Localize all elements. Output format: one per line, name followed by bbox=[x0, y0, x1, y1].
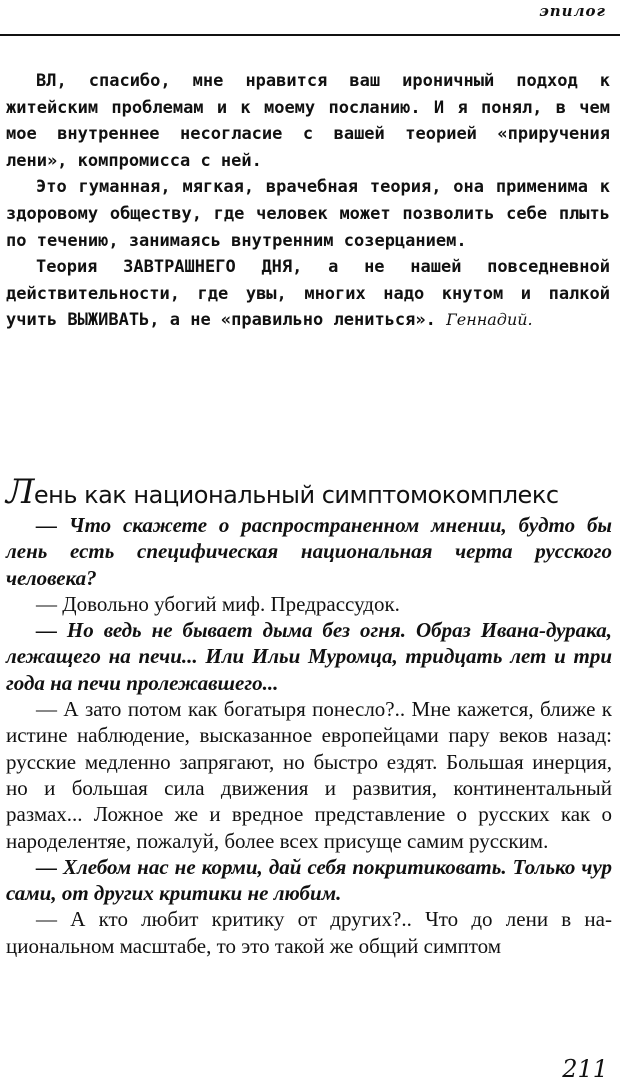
interview-answer: — А кто любит критику от других?.. Что до лени в национальном масштабе, то это такой же общий симптом bbox=[6, 907, 612, 958]
header-rule bbox=[0, 34, 620, 36]
interview-question: — Что скажете о распространенном мнении, будто бы лень есть специфическая национальная черта русского человека? bbox=[6, 513, 612, 590]
running-head: эпилог bbox=[539, 2, 606, 20]
interview-body bbox=[6, 512, 612, 959]
section-title-text: ень как национальный симптомокомплекс bbox=[33, 481, 559, 509]
letter-paragraph: ВЛ, спасибо, мне нравится ваш ироничный подход к житейским проблемам и к моему посланию. И я понял, в чем мое внутреннее несогласие с вашей теорией «приручения лени», компромисса с ней. bbox=[6, 71, 610, 171]
letter-signature: Геннадий. bbox=[446, 310, 533, 330]
interview-question: — Хлебом нас не корми, дай себя покритиковать. Только чур сами, от других критики не любим. bbox=[6, 854, 612, 906]
letter-paragraph: Это гуманная, мягкая, врачебная теория, она применима к здоровому обществу, где человек может позволить себе плыть по течению, занимаясь внутренним созерцанием. bbox=[6, 177, 610, 251]
page-number: 211 bbox=[562, 1055, 608, 1083]
section-title bbox=[6, 472, 610, 512]
letter-paragraph-text: Теория ЗАВТРАШНЕГО ДНЯ, а не нашей повседневной действительности, где увы, многих надо кнутом и палкой учить ВЫЖИВАТЬ, а не «правильно лениться». bbox=[6, 257, 610, 331]
interview-answer: — А зато потом как богатыря понесло?.. Мне кажется, ближе к истине наблюдение, высказанное европейцами пару веков назад: русские медленно запрягают, но быстро ездят. Большая инерция, но и большая сила движения и развития, континентальный размах... Ложное же и вредное представление о русских как о народелентяе, пожалуй, более всех присуще самим русским. bbox=[6, 697, 612, 853]
reader-letter bbox=[6, 68, 610, 334]
interview-question: — Но ведь не бывает дыма без огня. Образ Ивана-дурака, лежащего на печи... Или Ильи Муромца, тридцать лет и три года на печи пролежавшего... bbox=[6, 618, 612, 695]
letter-paragraph bbox=[6, 254, 610, 334]
interview-answer: — Довольно убогий миф. Предрассудок. bbox=[36, 591, 400, 616]
section-title-initial: Л bbox=[6, 472, 34, 512]
